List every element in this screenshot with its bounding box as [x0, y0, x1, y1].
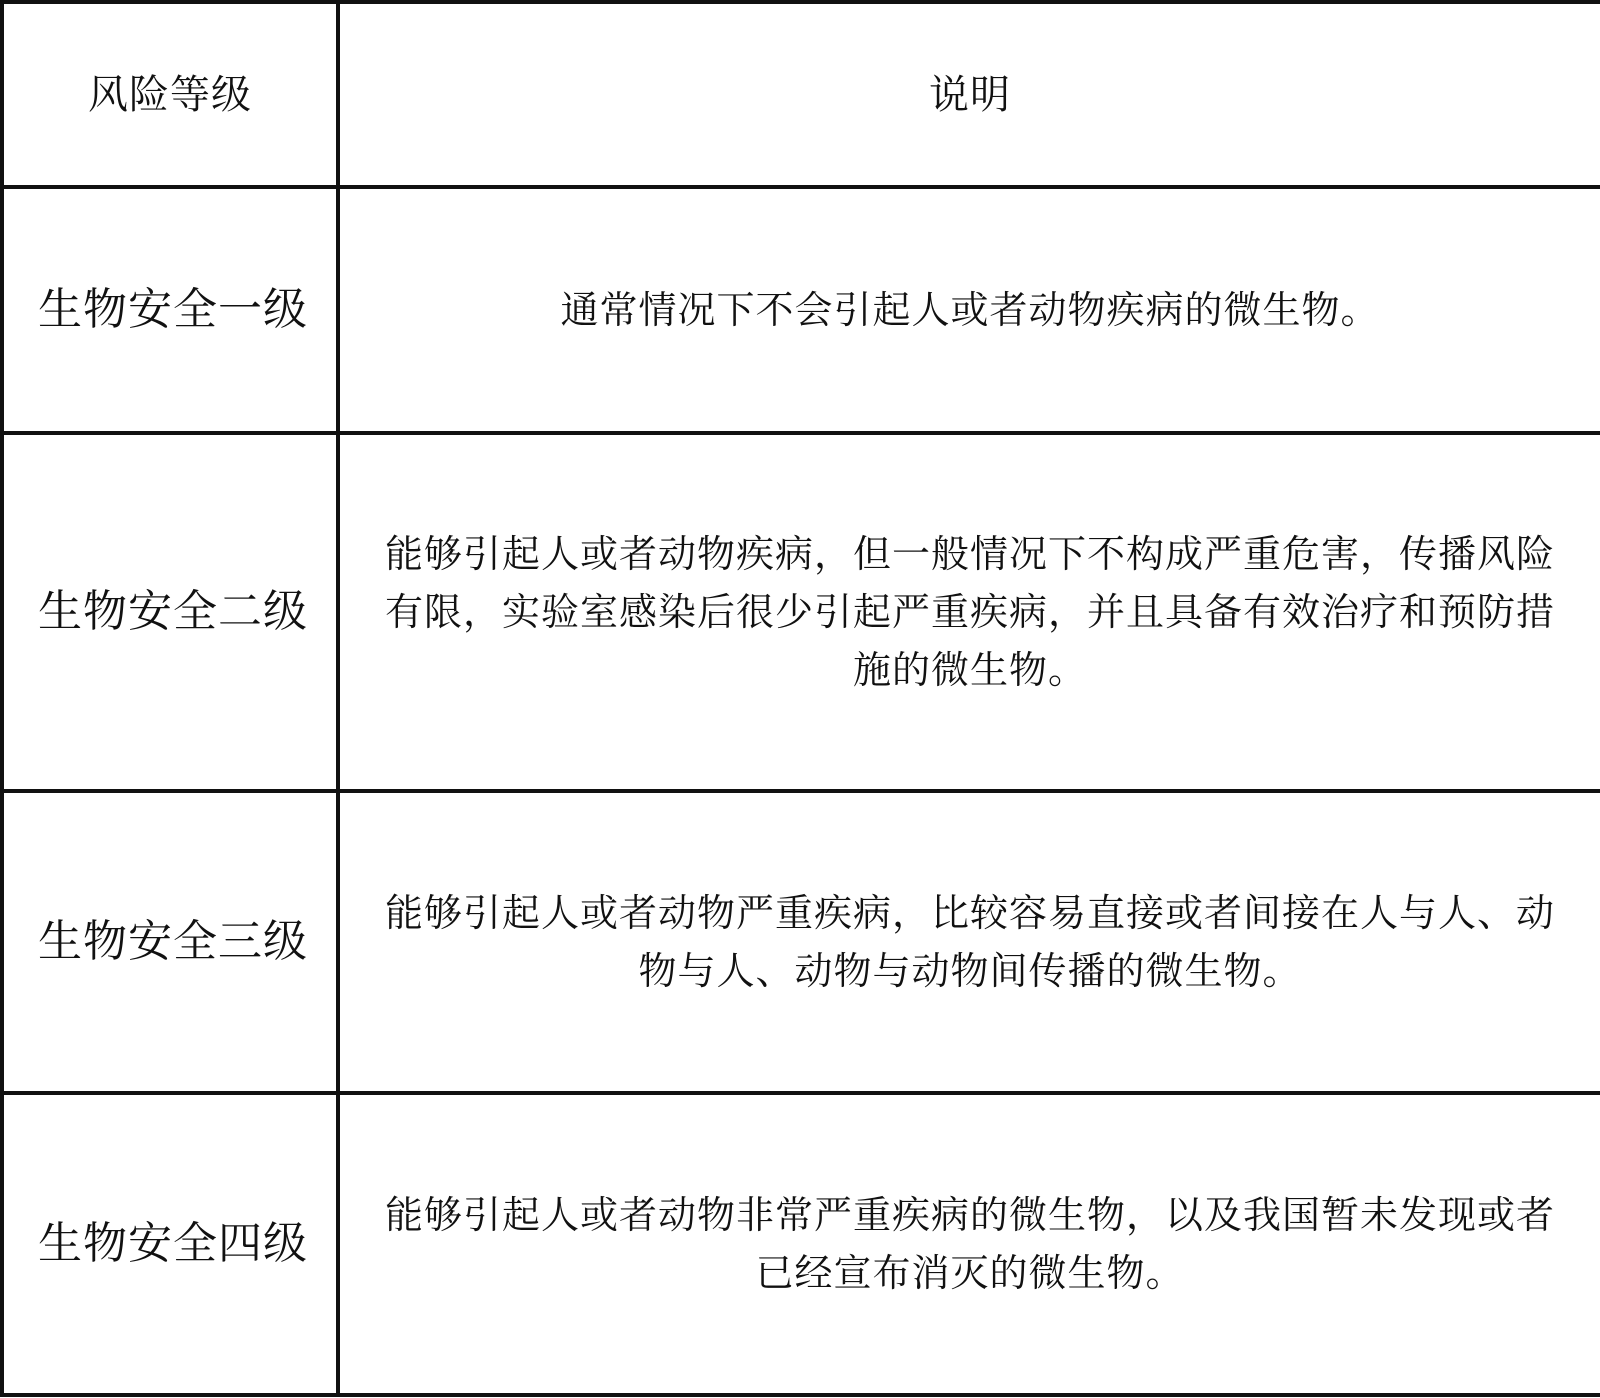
level-label: 生物安全二级: [38, 586, 308, 638]
description-text: 能够引起人或者动物疾病，但一般情况下不构成严重危害，传播风险有限，实验室感染后很少引起严重疾病，并且具备有效治疗和预防措施的微生物。: [384, 532, 1555, 692]
description-cell: [338, 433, 1600, 791]
header-cell-description: [338, 2, 1600, 187]
table-row: [2, 791, 1600, 1093]
level-cell: [2, 791, 338, 1093]
table-header-row: [2, 2, 1600, 187]
description-cell: [338, 1093, 1600, 1395]
table-row: [2, 433, 1600, 791]
level-cell: [2, 187, 338, 433]
table-row: [2, 1093, 1600, 1395]
level-label: 生物安全三级: [38, 916, 308, 968]
level-label: 生物安全一级: [38, 284, 308, 336]
level-label: 生物安全四级: [38, 1218, 308, 1270]
header-description-label: 说明: [929, 71, 1011, 118]
description-cell: [338, 187, 1600, 433]
header-cell-level: [2, 2, 338, 187]
level-cell: [2, 1093, 338, 1395]
description-text: 通常情况下不会引起人或者动物疾病的微生物。: [560, 288, 1380, 332]
description-cell: [338, 791, 1600, 1093]
table-row: [2, 187, 1600, 433]
description-text: 能够引起人或者动物非常严重疾病的微生物，以及我国暂未发现或者已经宣布消灭的微生物。: [384, 1193, 1555, 1295]
description-text: 能够引起人或者动物严重疾病，比较容易直接或者间接在人与人、动物与人、动物与动物间传播的微生物。: [384, 891, 1555, 993]
level-cell: [2, 433, 338, 791]
header-level-label: 风险等级: [88, 71, 252, 118]
